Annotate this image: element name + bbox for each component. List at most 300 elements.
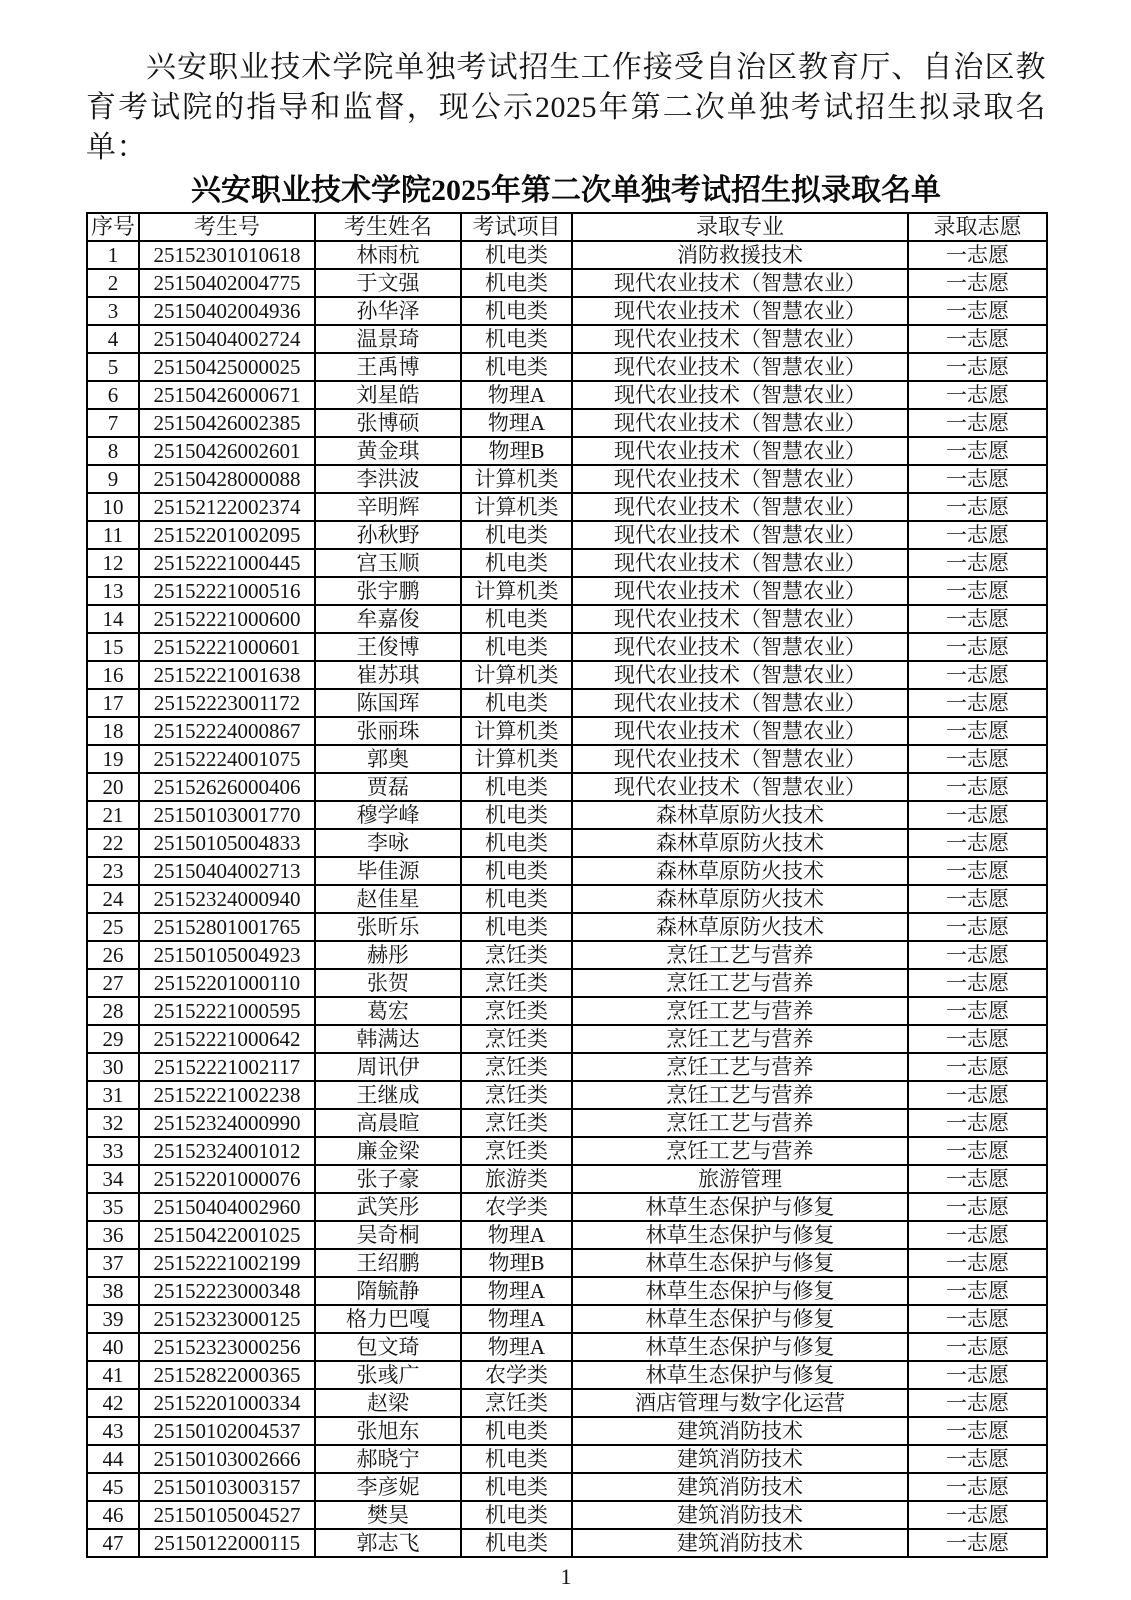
exam-category-cell: 物理B <box>461 1249 572 1277</box>
candidate-name-cell: 崔苏琪 <box>315 661 461 689</box>
candidate-name-cell: 吴奇桐 <box>315 1221 461 1249</box>
table-row <box>87 885 1047 913</box>
admission-choice-cell: 一志愿 <box>908 1193 1047 1221</box>
candidate-id-cell: 25152324000940 <box>139 885 315 913</box>
admission-choice-cell: 一志愿 <box>908 1165 1047 1193</box>
exam-category-cell: 烹饪类 <box>461 1053 572 1081</box>
seq-number-cell: 6 <box>87 381 139 409</box>
candidate-name-cell: 陈国珲 <box>315 689 461 717</box>
candidate-id-cell: 25152822000365 <box>139 1361 315 1389</box>
candidate-name-cell: 郭志飞 <box>315 1529 461 1557</box>
candidate-name-cell: 李洪波 <box>315 465 461 493</box>
exam-category-cell: 机电类 <box>461 297 572 325</box>
admission-choice-cell: 一志愿 <box>908 493 1047 521</box>
candidate-name-cell: 孙秋野 <box>315 521 461 549</box>
candidate-id-cell: 25152201000076 <box>139 1165 315 1193</box>
admission-choice-cell: 一志愿 <box>908 661 1047 689</box>
table-row <box>87 297 1047 325</box>
intro-paragraph: 兴安职业技术学院单独考试招生工作接受自治区教育厅、自治区教育考试院的指导和监督，现公示2025年第二次单独考试招生拟录取名单： <box>86 51 1046 164</box>
exam-category-cell: 计算机类 <box>461 465 572 493</box>
candidate-name-cell: 樊昊 <box>315 1501 461 1529</box>
admitted-major-cell: 森林草原防火技术 <box>572 857 908 885</box>
exam-category-cell: 烹饪类 <box>461 1137 572 1165</box>
candidate-name-cell: 贾磊 <box>315 773 461 801</box>
admission-choice-cell: 一志愿 <box>908 1389 1047 1417</box>
candidate-id-cell: 25152201002095 <box>139 521 315 549</box>
candidate-id-cell: 25152224000867 <box>139 717 315 745</box>
candidate-id-cell: 25152223001172 <box>139 689 315 717</box>
exam-category-cell: 机电类 <box>461 521 572 549</box>
admission-choice-cell: 一志愿 <box>908 297 1047 325</box>
candidate-id-cell: 25150102004537 <box>139 1417 315 1445</box>
candidate-id-cell: 25152221000600 <box>139 605 315 633</box>
table-row <box>87 1529 1047 1557</box>
table-row <box>87 465 1047 493</box>
candidate-name-cell: 张昕乐 <box>315 913 461 941</box>
admitted-major-cell: 林草生态保护与修复 <box>572 1361 908 1389</box>
exam-category-cell: 计算机类 <box>461 745 572 773</box>
seq-number-cell: 26 <box>87 941 139 969</box>
admission-choice-cell: 一志愿 <box>908 381 1047 409</box>
admitted-major-cell: 现代农业技术（智慧农业） <box>572 745 908 773</box>
seq-number-cell: 9 <box>87 465 139 493</box>
admitted-major-cell: 林草生态保护与修复 <box>572 1305 908 1333</box>
candidate-name-cell: 张旭东 <box>315 1417 461 1445</box>
admission-choice-cell: 一志愿 <box>908 1277 1047 1305</box>
seq-number-cell: 31 <box>87 1081 139 1109</box>
candidate-id-cell: 25152323000125 <box>139 1305 315 1333</box>
candidate-name-cell: 王禹博 <box>315 353 461 381</box>
admission-table-body <box>87 241 1047 1557</box>
exam-category-cell: 机电类 <box>461 689 572 717</box>
candidate-name-cell: 格力巴嘎 <box>315 1305 461 1333</box>
candidate-id-cell: 25152221000595 <box>139 997 315 1025</box>
seq-number-cell: 3 <box>87 297 139 325</box>
candidate-id-cell: 25152224001075 <box>139 745 315 773</box>
candidate-id-cell: 25150428000088 <box>139 465 315 493</box>
table-row <box>87 969 1047 997</box>
header-candidate-name: 考生姓名 <box>315 213 461 241</box>
table-row <box>87 997 1047 1025</box>
admission-choice-cell: 一志愿 <box>908 549 1047 577</box>
candidate-name-cell: 赵梁 <box>315 1389 461 1417</box>
table-row <box>87 325 1047 353</box>
candidate-id-cell: 25152324000990 <box>139 1109 315 1137</box>
seq-number-cell: 45 <box>87 1473 139 1501</box>
exam-category-cell: 烹饪类 <box>461 1389 572 1417</box>
candidate-name-cell: 赵佳星 <box>315 885 461 913</box>
admitted-major-cell: 现代农业技术（智慧农业） <box>572 353 908 381</box>
admitted-major-cell: 烹饪工艺与营养 <box>572 969 908 997</box>
exam-category-cell: 农学类 <box>461 1193 572 1221</box>
exam-category-cell: 物理A <box>461 381 572 409</box>
exam-category-cell: 物理A <box>461 1305 572 1333</box>
exam-category-cell: 机电类 <box>461 269 572 297</box>
admission-choice-cell: 一志愿 <box>908 1109 1047 1137</box>
table-row <box>87 1473 1047 1501</box>
candidate-name-cell: 李彦妮 <box>315 1473 461 1501</box>
seq-number-cell: 32 <box>87 1109 139 1137</box>
exam-category-cell: 物理A <box>461 409 572 437</box>
admitted-major-cell: 烹饪工艺与营养 <box>572 1053 908 1081</box>
candidate-name-cell: 辛明辉 <box>315 493 461 521</box>
seq-number-cell: 17 <box>87 689 139 717</box>
seq-number-cell: 28 <box>87 997 139 1025</box>
admitted-major-cell: 消防救援技术 <box>572 241 908 269</box>
admission-choice-cell: 一志愿 <box>908 409 1047 437</box>
table-row <box>87 1305 1047 1333</box>
admitted-major-cell: 现代农业技术（智慧农业） <box>572 633 908 661</box>
candidate-name-cell: 刘星皓 <box>315 381 461 409</box>
candidate-name-cell: 张宇鹏 <box>315 577 461 605</box>
candidate-name-cell: 廉金梁 <box>315 1137 461 1165</box>
candidate-name-cell: 赫彤 <box>315 941 461 969</box>
exam-category-cell: 机电类 <box>461 633 572 661</box>
exam-category-cell: 机电类 <box>461 353 572 381</box>
admitted-major-cell: 现代农业技术（智慧农业） <box>572 297 908 325</box>
table-row <box>87 409 1047 437</box>
admission-choice-cell: 一志愿 <box>908 857 1047 885</box>
admitted-major-cell: 现代农业技术（智慧农业） <box>572 689 908 717</box>
seq-number-cell: 5 <box>87 353 139 381</box>
candidate-name-cell: 武笑彤 <box>315 1193 461 1221</box>
table-row <box>87 269 1047 297</box>
candidate-id-cell: 25150426000671 <box>139 381 315 409</box>
exam-category-cell: 烹饪类 <box>461 1025 572 1053</box>
exam-category-cell: 烹饪类 <box>461 1109 572 1137</box>
candidate-name-cell: 高晨暄 <box>315 1109 461 1137</box>
admission-choice-cell: 一志愿 <box>908 437 1047 465</box>
exam-category-cell: 机电类 <box>461 857 572 885</box>
admitted-major-cell: 建筑消防技术 <box>572 1417 908 1445</box>
seq-number-cell: 40 <box>87 1333 139 1361</box>
admitted-major-cell: 林草生态保护与修复 <box>572 1277 908 1305</box>
table-row <box>87 577 1047 605</box>
admitted-major-cell: 现代农业技术（智慧农业） <box>572 605 908 633</box>
candidate-id-cell: 25150422001025 <box>139 1221 315 1249</box>
exam-category-cell: 机电类 <box>461 801 572 829</box>
header-admitted-major: 录取专业 <box>572 213 908 241</box>
seq-number-cell: 15 <box>87 633 139 661</box>
candidate-id-cell: 25152221002117 <box>139 1053 315 1081</box>
candidate-name-cell: 张博硕 <box>315 409 461 437</box>
candidate-id-cell: 25150103002666 <box>139 1445 315 1473</box>
admission-choice-cell: 一志愿 <box>908 829 1047 857</box>
seq-number-cell: 22 <box>87 829 139 857</box>
table-row <box>87 1081 1047 1109</box>
exam-category-cell: 烹饪类 <box>461 997 572 1025</box>
admission-choice-cell: 一志愿 <box>908 1361 1047 1389</box>
admission-choice-cell: 一志愿 <box>908 325 1047 353</box>
candidate-id-cell: 25152801001765 <box>139 913 315 941</box>
admitted-major-cell: 森林草原防火技术 <box>572 801 908 829</box>
seq-number-cell: 4 <box>87 325 139 353</box>
admission-choice-cell: 一志愿 <box>908 1333 1047 1361</box>
seq-number-cell: 7 <box>87 409 139 437</box>
exam-category-cell: 机电类 <box>461 773 572 801</box>
table-row <box>87 521 1047 549</box>
seq-number-cell: 27 <box>87 969 139 997</box>
page-number: 1 <box>560 1564 572 1589</box>
header-candidate-id: 考生号 <box>139 213 315 241</box>
exam-category-cell: 计算机类 <box>461 577 572 605</box>
seq-number-cell: 42 <box>87 1389 139 1417</box>
admitted-major-cell: 现代农业技术（智慧农业） <box>572 521 908 549</box>
candidate-id-cell: 25152301010618 <box>139 241 315 269</box>
seq-number-cell: 43 <box>87 1417 139 1445</box>
admission-choice-cell: 一志愿 <box>908 241 1047 269</box>
admission-choice-cell: 一志愿 <box>908 1445 1047 1473</box>
admission-choice-cell: 一志愿 <box>908 717 1047 745</box>
admitted-major-cell: 建筑消防技术 <box>572 1473 908 1501</box>
admitted-major-cell: 林草生态保护与修复 <box>572 1193 908 1221</box>
admission-choice-cell: 一志愿 <box>908 941 1047 969</box>
seq-number-cell: 20 <box>87 773 139 801</box>
candidate-name-cell: 孙华泽 <box>315 297 461 325</box>
seq-number-cell: 47 <box>87 1529 139 1557</box>
exam-category-cell: 计算机类 <box>461 493 572 521</box>
seq-number-cell: 46 <box>87 1501 139 1529</box>
table-title: 兴安职业技术学院2025年第二次单独考试招生拟录取名单 <box>191 174 941 207</box>
seq-number-cell: 1 <box>87 241 139 269</box>
seq-number-cell: 23 <box>87 857 139 885</box>
admitted-major-cell: 森林草原防火技术 <box>572 829 908 857</box>
admission-choice-cell: 一志愿 <box>908 353 1047 381</box>
table-row <box>87 353 1047 381</box>
candidate-id-cell: 25152626000406 <box>139 773 315 801</box>
admitted-major-cell: 烹饪工艺与营养 <box>572 1025 908 1053</box>
admission-choice-cell: 一志愿 <box>908 969 1047 997</box>
table-row <box>87 549 1047 577</box>
admission-choice-cell: 一志愿 <box>908 913 1047 941</box>
admission-choice-cell: 一志愿 <box>908 689 1047 717</box>
exam-category-cell: 机电类 <box>461 1529 572 1557</box>
table-row <box>87 1053 1047 1081</box>
admitted-major-cell: 现代农业技术（智慧农业） <box>572 661 908 689</box>
candidate-name-cell: 张子豪 <box>315 1165 461 1193</box>
candidate-id-cell: 25152201000334 <box>139 1389 315 1417</box>
admission-choice-cell: 一志愿 <box>908 633 1047 661</box>
table-row <box>87 1501 1047 1529</box>
admitted-major-cell: 烹饪工艺与营养 <box>572 1081 908 1109</box>
table-row <box>87 1193 1047 1221</box>
table-row <box>87 745 1047 773</box>
candidate-id-cell: 25152201000110 <box>139 969 315 997</box>
admitted-major-cell: 现代农业技术（智慧农业） <box>572 717 908 745</box>
candidate-id-cell: 25150105004527 <box>139 1501 315 1529</box>
table-row <box>87 1137 1047 1165</box>
candidate-name-cell: 包文琦 <box>315 1333 461 1361</box>
table-row <box>87 857 1047 885</box>
exam-category-cell: 物理A <box>461 1221 572 1249</box>
admitted-major-cell: 酒店管理与数字化运营 <box>572 1389 908 1417</box>
admitted-major-cell: 现代农业技术（智慧农业） <box>572 381 908 409</box>
seq-number-cell: 13 <box>87 577 139 605</box>
candidate-name-cell: 张贺 <box>315 969 461 997</box>
admission-choice-cell: 一志愿 <box>908 801 1047 829</box>
table-row <box>87 829 1047 857</box>
seq-number-cell: 25 <box>87 913 139 941</box>
exam-category-cell: 物理B <box>461 437 572 465</box>
exam-category-cell: 机电类 <box>461 549 572 577</box>
candidate-name-cell: 王继成 <box>315 1081 461 1109</box>
candidate-name-cell: 穆学峰 <box>315 801 461 829</box>
candidate-id-cell: 25150426002385 <box>139 409 315 437</box>
exam-category-cell: 机电类 <box>461 241 572 269</box>
candidate-id-cell: 25152122002374 <box>139 493 315 521</box>
exam-category-cell: 机电类 <box>461 1473 572 1501</box>
seq-number-cell: 2 <box>87 269 139 297</box>
candidate-id-cell: 25152221001638 <box>139 661 315 689</box>
table-row <box>87 241 1047 269</box>
candidate-id-cell: 25150122000115 <box>139 1529 315 1557</box>
candidate-id-cell: 25150404002960 <box>139 1193 315 1221</box>
admission-choice-cell: 一志愿 <box>908 1053 1047 1081</box>
table-row <box>87 661 1047 689</box>
admitted-major-cell: 建筑消防技术 <box>572 1529 908 1557</box>
table-row <box>87 1361 1047 1389</box>
seq-number-cell: 18 <box>87 717 139 745</box>
exam-category-cell: 机电类 <box>461 885 572 913</box>
seq-number-cell: 34 <box>87 1165 139 1193</box>
exam-category-cell: 物理A <box>461 1333 572 1361</box>
candidate-id-cell: 25152324001012 <box>139 1137 315 1165</box>
header-admission-choice: 录取志愿 <box>908 213 1047 241</box>
seq-number-cell: 44 <box>87 1445 139 1473</box>
table-row <box>87 773 1047 801</box>
candidate-name-cell: 王绍鹏 <box>315 1249 461 1277</box>
admission-choice-cell: 一志愿 <box>908 745 1047 773</box>
candidate-name-cell: 毕佳源 <box>315 857 461 885</box>
exam-category-cell: 机电类 <box>461 829 572 857</box>
candidate-name-cell: 牟嘉俊 <box>315 605 461 633</box>
table-row <box>87 941 1047 969</box>
admission-choice-cell: 一志愿 <box>908 1529 1047 1557</box>
seq-number-cell: 35 <box>87 1193 139 1221</box>
admitted-major-cell: 烹饪工艺与营养 <box>572 997 908 1025</box>
admitted-major-cell: 森林草原防火技术 <box>572 885 908 913</box>
seq-number-cell: 36 <box>87 1221 139 1249</box>
table-row <box>87 1249 1047 1277</box>
admission-choice-cell: 一志愿 <box>908 1473 1047 1501</box>
admitted-major-cell: 现代农业技术（智慧农业） <box>572 549 908 577</box>
candidate-name-cell: 林雨杭 <box>315 241 461 269</box>
table-row <box>87 493 1047 521</box>
admitted-major-cell: 现代农业技术（智慧农业） <box>572 465 908 493</box>
table-row <box>87 801 1047 829</box>
seq-number-cell: 30 <box>87 1053 139 1081</box>
admission-choice-cell: 一志愿 <box>908 1249 1047 1277</box>
candidate-id-cell: 25150404002713 <box>139 857 315 885</box>
admitted-major-cell: 烹饪工艺与营养 <box>572 1137 908 1165</box>
table-row <box>87 1445 1047 1473</box>
table-row <box>87 381 1047 409</box>
seq-number-cell: 14 <box>87 605 139 633</box>
candidate-name-cell: 隋毓静 <box>315 1277 461 1305</box>
candidate-id-cell: 25150103003157 <box>139 1473 315 1501</box>
admitted-major-cell: 现代农业技术（智慧农业） <box>572 409 908 437</box>
admission-choice-cell: 一志愿 <box>908 269 1047 297</box>
header-seq-number: 序号 <box>87 213 139 241</box>
candidate-id-cell: 25150426002601 <box>139 437 315 465</box>
admitted-major-cell: 烹饪工艺与营养 <box>572 1109 908 1137</box>
admitted-major-cell: 烹饪工艺与营养 <box>572 941 908 969</box>
candidate-name-cell: 张丽珠 <box>315 717 461 745</box>
table-row <box>87 1417 1047 1445</box>
admission-choice-cell: 一志愿 <box>908 1417 1047 1445</box>
candidate-id-cell: 25152221002238 <box>139 1081 315 1109</box>
table-row <box>87 1277 1047 1305</box>
seq-number-cell: 12 <box>87 549 139 577</box>
seq-number-cell: 21 <box>87 801 139 829</box>
exam-category-cell: 农学类 <box>461 1361 572 1389</box>
seq-number-cell: 38 <box>87 1277 139 1305</box>
exam-category-cell: 物理A <box>461 1277 572 1305</box>
candidate-id-cell: 25150402004936 <box>139 297 315 325</box>
candidate-id-cell: 25150105004833 <box>139 829 315 857</box>
exam-category-cell: 旅游类 <box>461 1165 572 1193</box>
candidate-id-cell: 25150105004923 <box>139 941 315 969</box>
seq-number-cell: 37 <box>87 1249 139 1277</box>
table-row <box>87 1221 1047 1249</box>
table-row <box>87 1025 1047 1053</box>
table-row <box>87 633 1047 661</box>
exam-category-cell: 机电类 <box>461 1417 572 1445</box>
candidate-id-cell: 25150425000025 <box>139 353 315 381</box>
table-row <box>87 717 1047 745</box>
table-row <box>87 689 1047 717</box>
admitted-major-cell: 现代农业技术（智慧农业） <box>572 325 908 353</box>
seq-number-cell: 41 <box>87 1361 139 1389</box>
admission-choice-cell: 一志愿 <box>908 521 1047 549</box>
candidate-id-cell: 25152221000601 <box>139 633 315 661</box>
exam-category-cell: 烹饪类 <box>461 1081 572 1109</box>
admitted-major-cell: 林草生态保护与修复 <box>572 1333 908 1361</box>
admission-choice-cell: 一志愿 <box>908 1081 1047 1109</box>
admitted-major-cell: 建筑消防技术 <box>572 1501 908 1529</box>
candidate-name-cell: 于文强 <box>315 269 461 297</box>
admission-choice-cell: 一志愿 <box>908 577 1047 605</box>
table-row <box>87 605 1047 633</box>
exam-category-cell: 机电类 <box>461 1501 572 1529</box>
exam-category-cell: 烹饪类 <box>461 941 572 969</box>
header-exam-category: 考试项目 <box>461 213 572 241</box>
candidate-name-cell: 周讯伊 <box>315 1053 461 1081</box>
candidate-id-cell: 25152221000445 <box>139 549 315 577</box>
seq-number-cell: 10 <box>87 493 139 521</box>
admitted-major-cell: 现代农业技术（智慧农业） <box>572 577 908 605</box>
seq-number-cell: 8 <box>87 437 139 465</box>
table-row <box>87 1333 1047 1361</box>
candidate-id-cell: 25150404002724 <box>139 325 315 353</box>
admission-choice-cell: 一志愿 <box>908 1221 1047 1249</box>
candidate-name-cell: 宫玉顺 <box>315 549 461 577</box>
candidate-id-cell: 25150402004775 <box>139 269 315 297</box>
candidate-id-cell: 25152221002199 <box>139 1249 315 1277</box>
admitted-major-cell: 森林草原防火技术 <box>572 913 908 941</box>
seq-number-cell: 19 <box>87 745 139 773</box>
admission-choice-cell: 一志愿 <box>908 465 1047 493</box>
admitted-major-cell: 林草生态保护与修复 <box>572 1249 908 1277</box>
candidate-name-cell: 王俊博 <box>315 633 461 661</box>
admitted-major-cell: 建筑消防技术 <box>572 1445 908 1473</box>
exam-category-cell: 机电类 <box>461 605 572 633</box>
seq-number-cell: 39 <box>87 1305 139 1333</box>
seq-number-cell: 29 <box>87 1025 139 1053</box>
exam-category-cell: 机电类 <box>461 1445 572 1473</box>
admission-choice-cell: 一志愿 <box>908 885 1047 913</box>
exam-category-cell: 计算机类 <box>461 717 572 745</box>
